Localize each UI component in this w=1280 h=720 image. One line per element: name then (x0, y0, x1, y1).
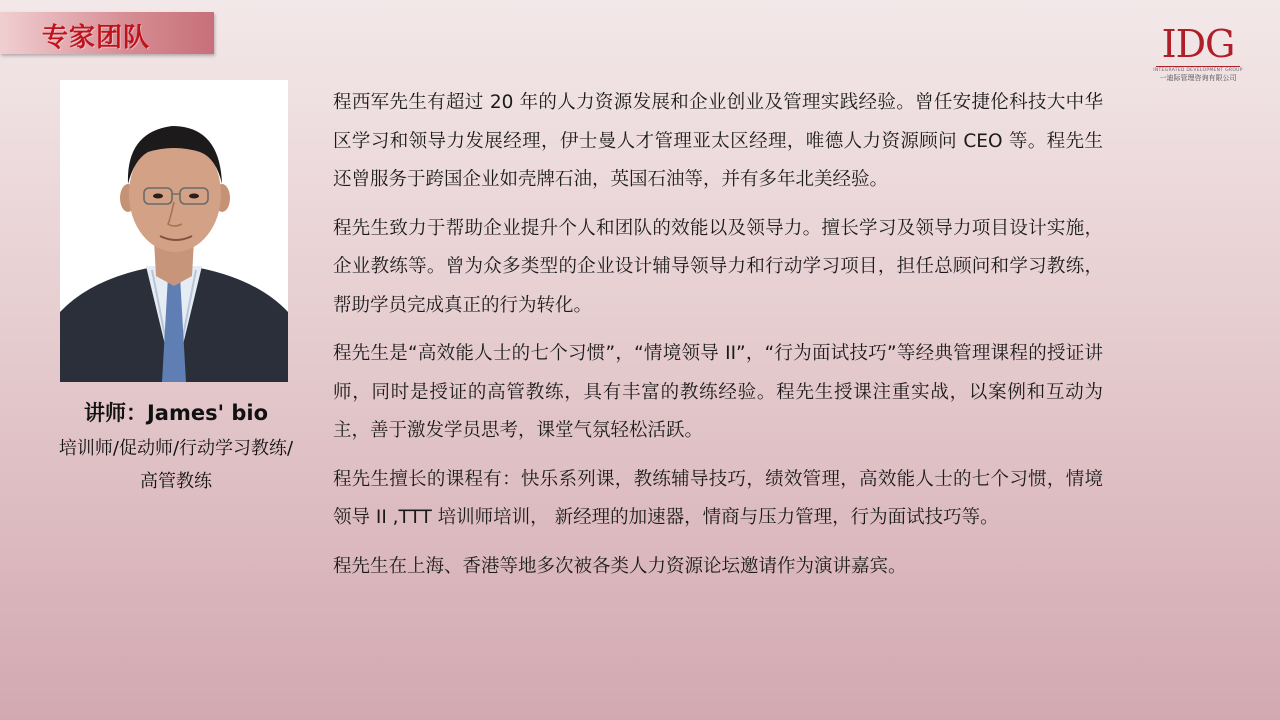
bio-paragraph-expertise: 程先生致力于帮助企业提升个人和团队的效能以及领导力。擅长学习及领导力项目设计实施，企业教练等。曾为众多类型的企业设计辅导领导力和行动学习项目，担任总顾问和学习教练，帮助学员完成真正的行为转化。 (333, 217, 1103, 316)
logo-divider (1156, 66, 1240, 67)
bio-paragraph-experience: 程西军先生有超过 20 年的人力资源发展和企业创业及管理实践经验。曾任安捷伦科技大中华区学习和领导力发展经理，伊士曼人才管理亚太区经理，唯德人力资源顾问 CEO 等。程先生还曾服务于跨国企业如壳牌石油，英国石油等，并有多年北美经验。 (333, 92, 1103, 190)
logo-chinese-name: 一迪际管理咨询有限公司 (1159, 74, 1237, 82)
logo-mark: IDG (1161, 22, 1235, 66)
portrait-image (60, 80, 288, 382)
logo-english-name: INTEGRATED DEVELOPMENT GROUP (1153, 68, 1243, 73)
bio-paragraph-certifications: 程先生是“高效能人士的七个习惯”，“情境领导 II”，“行为面试技巧”等经典管理课程的授证讲师，同时是授证的高管教练，具有丰富的教练经验。程先生授课注重实战，以案例和互动为主，善于激发学员思考，课堂气氛轻松活跃。 (333, 343, 1103, 441)
bio-paragraph-courses: 程先生擅长的课程有：快乐系列课，教练辅导技巧，绩效管理，高效能人士的七个习惯，情境领导 II ,TTT 培训师培训， 新经理的加速器，情商与压力管理，行为面试技巧等。 (333, 468, 1103, 528)
instructor-caption (56, 396, 296, 498)
bio-paragraph-speaking: 程先生在上海、香港等地多次被各类人力资源论坛邀请作为演讲嘉宾。 (333, 555, 907, 577)
page-title: 专家团队 (42, 23, 151, 53)
instructor-roles: 培训师/促动师/行动学习教练/高管教练 (58, 438, 294, 492)
bio-content (333, 84, 1103, 596)
company-logo (1152, 24, 1244, 83)
instructor-photo (60, 80, 288, 382)
instructor-name: 讲师：James' bio (83, 401, 268, 425)
section-title-banner (0, 12, 214, 54)
